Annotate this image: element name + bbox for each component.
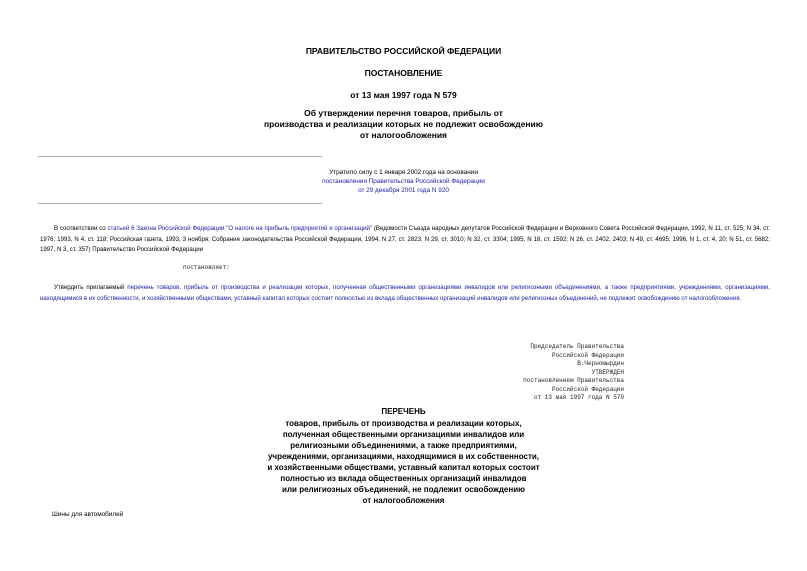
title-line: от налогообложения (359, 130, 448, 140)
signature-line: В.Черномырдин (577, 360, 624, 367)
list-heading: ПЕРЕЧЕНЬ (381, 407, 426, 416)
document-date-number: от 13 мая 1997 года N 579 (350, 90, 457, 100)
list-item: Шины для автомобилей (52, 511, 124, 518)
document-title (0, 108, 807, 141)
list-title-line: учреждениями, организациями, находящимися в их собственности, (267, 452, 540, 461)
status-line: Утратило силу с 1 января 2002 года на основании (329, 169, 478, 176)
divider-top (38, 156, 322, 157)
list-title-line: религиозными объединениями, а также предприятиями, (290, 441, 517, 450)
signature-line: от 13 мая 1997 года N 579 (533, 394, 624, 401)
law-article-link[interactable]: статьей 6 Закона Российской Федерации "О налоге на прибыль предприятий и организаций" (107, 225, 373, 232)
list-title-line: от налогообложения (362, 496, 445, 505)
list-title (0, 418, 807, 506)
status-link-date[interactable]: от 29 декабря 2001 года N 920 (358, 187, 449, 194)
list-title-line: и хозяйственными обществами, уставный капитал которых состоит (267, 463, 540, 472)
approve-paragraph (40, 283, 770, 304)
divider-bottom (38, 203, 322, 204)
list-link[interactable]: перечень товаров, прибыль от производства и реализации которых, полученная общественными организациями инвалидов или религиозными объединениями, а также предприятиями, учреждениями, организациями, находящимися в их собственности, и хозяйственными обществами, уставный капитал которых состоит полностью из вклада общественных организаций инвалидов или религиозных объединений, не подлежит освобождению от налогообложения. (40, 284, 770, 302)
signature-line: Российской Федерации (551, 385, 624, 393)
list-title-line: полностью из вклада общественных организаций инвалидов (280, 474, 527, 483)
status-link[interactable]: постановления Правительства Российской Федерации (322, 178, 485, 185)
signature-line: Российской Федерации (551, 351, 624, 359)
preamble-rest: (Ведомости Съезда народных депутатов Российской Федерации и Верховного Совета Российской Федерации, 1992, N 11, ст. 525; N 34, ст. 1976; 1993, N 4, ст. 118; Российская газета, 1993, 3 ноября; Собрание законодательства Российской Федерации, 1994, N 27, ст. 2823; N 29, ст. 3010; N 32, ст. 3304; 1995, N 18, ст. 1592; N 26, ст. 2402, 2403; N 49, ст. 4695; 1996, N 1, ст. 4, 20; N 51, ст. 5682; 1997, N 3, ст. 357) Правительство Российской Федерации (40, 225, 770, 253)
signature-line: постановлением Правительства (523, 377, 624, 384)
title-line: производства и реализации которых не подлежит освобождению (264, 119, 543, 129)
preamble-paragraph (40, 224, 770, 256)
list-title-line: или религиозных объединений, не подлежит освобождению (282, 485, 525, 494)
signature-line: УТВЕРЖДЕН (591, 368, 624, 376)
resolves-word: постановляет: (183, 264, 230, 271)
status-note (0, 168, 807, 195)
government-heading: ПРАВИТЕЛЬСТВО РОССИЙСКОЙ ФЕДЕРАЦИИ (305, 46, 502, 56)
title-line: Об утверждении перечня товаров, прибыль от (304, 108, 503, 118)
list-title-line: товаров, прибыль от производства и реализации которых, (285, 419, 522, 428)
preamble-prefix: В соответствии со (54, 225, 108, 232)
document-type: ПОСТАНОВЛЕНИЕ (364, 68, 443, 78)
signature-block (324, 343, 624, 403)
approve-prefix: Утвердить прилагаемый (54, 284, 128, 291)
signature-line: Председатель Правительства (530, 343, 624, 350)
list-title-line: полученная общественными организациями инвалидов или (282, 430, 525, 439)
